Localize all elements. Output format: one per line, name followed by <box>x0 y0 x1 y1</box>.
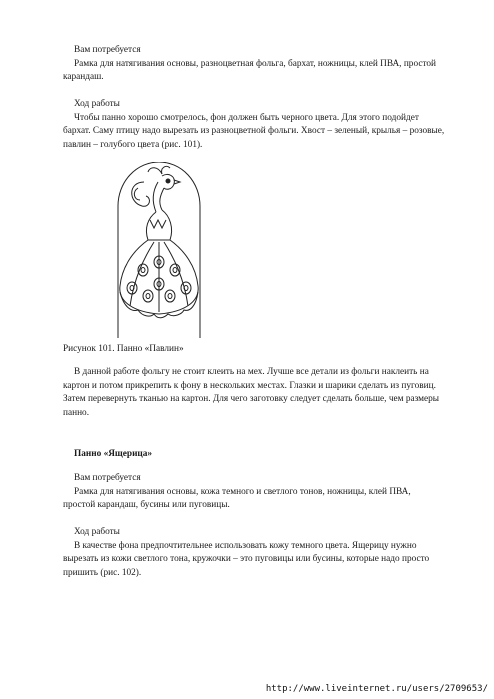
footer-url[interactable]: http://www.liveinternet.ru/users/2709653/ <box>265 684 488 694</box>
section-title: Панно «Ящерица» <box>74 449 153 459</box>
procedure-block <box>63 98 445 152</box>
lizard-materials-heading: Вам потребуется <box>74 473 141 483</box>
lizard-procedure-text: В качестве фона предпочтительнее использовать кожу темного цвета. Ящерицу нужно вырезать из кожи светлого тона, кружочки – это пуговицы или бусины, которые надо просто пришить (рис. 102). <box>63 540 430 578</box>
materials-heading: Вам потребуется <box>74 45 141 55</box>
procedure-text: Чтобы панно хорошо смотрелось, фон должен быть черного цвета. Для этого подойдет бархат. Саму птицу надо вырезать из разноцветной фольги. Хвост – зеленый, крылья – розовые, павлин – голубого цвета (рис. 101). <box>63 112 445 150</box>
lizard-materials-block <box>63 472 445 513</box>
materials-block <box>63 44 445 85</box>
figure-caption: Рисунок 101. Панно «Павлин» <box>63 344 184 354</box>
lizard-section-title-block <box>63 448 445 462</box>
lizard-procedure-block <box>63 526 445 580</box>
lizard-materials-text: Рамка для натягивания основы, кожа темного и светлого тонов, ножницы, клей ПВА, простой карандаш, бусины или пуговицы. <box>63 486 411 511</box>
lizard-procedure-heading: Ход работы <box>74 527 120 537</box>
peacock-figure <box>98 162 220 338</box>
materials-text: Рамка для натягивания основы, разноцветная фольга, бархат, ножницы, клей ПВА, простой карандаш. <box>63 58 437 83</box>
procedure-heading: Ход работы <box>74 99 120 109</box>
instructions-block <box>63 366 445 420</box>
instructions-text: В данной работе фольгу не стоит клеить на мех. Лучше все детали из фольги наклеить на картон и потом прикрепить к фону в нескольких местах. Глазки и шарики сделать из пуговиц. Затем перевернуть тканью на картон. Для чего заготовку следует сделать больше, чем размеры панно. <box>63 367 440 418</box>
